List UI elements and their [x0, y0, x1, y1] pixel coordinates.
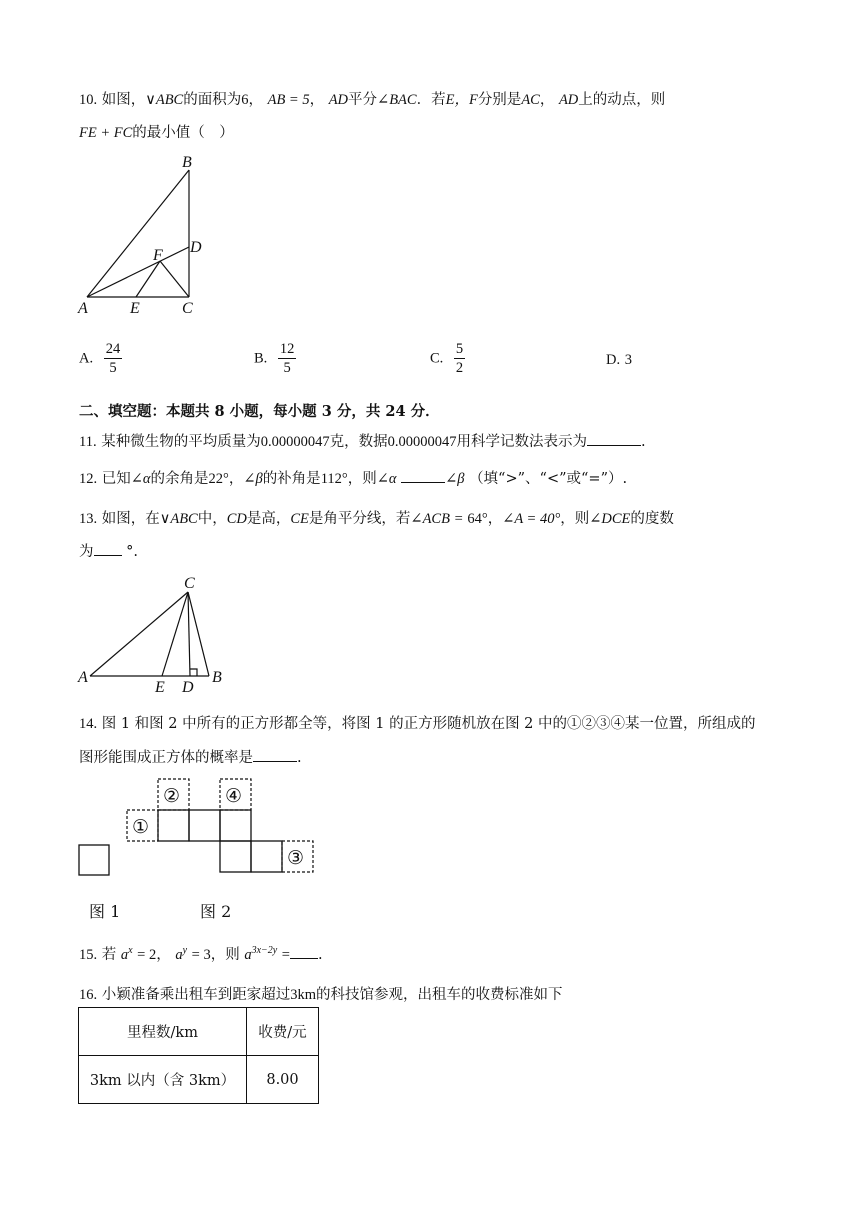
- right-angle-mark: [190, 669, 197, 676]
- q10-option-a: A. $\frac{24}{5}$: [79, 341, 121, 377]
- q10-figure: [74, 150, 214, 320]
- q10-line2: FE + FC的最小值（ ）: [79, 125, 234, 141]
- q12-answer-blank[interactable]: [401, 481, 445, 483]
- label-A: A: [78, 669, 88, 686]
- q13-answer-blank[interactable]: [94, 554, 122, 556]
- q13-line2: 为 °.: [79, 544, 138, 560]
- label-E: E: [130, 300, 140, 317]
- line-CD: [188, 592, 190, 676]
- label-C: C: [184, 575, 195, 592]
- q11-answer-blank[interactable]: [587, 444, 641, 446]
- net-square-2: [189, 810, 220, 841]
- line-CB: [188, 592, 209, 676]
- q13-line1: 13. 如图，在∨ABC中，CD是高，CE是角平分线，若∠ACB = 64°，∠A = 40°，则∠DCE的度数: [79, 511, 674, 527]
- label-D: D: [182, 679, 194, 696]
- q11: 11. 某种微生物的平均质量为0.00000047克，数据0.00000047用科学记数法表示为 .: [79, 434, 646, 450]
- label-E: E: [155, 679, 165, 696]
- q14-answer-blank[interactable]: [253, 760, 297, 762]
- q14-line2: 图形能围成正方体的概率是 .: [79, 750, 302, 766]
- line-AC: [90, 592, 188, 676]
- table-row: [79, 1008, 319, 1056]
- label-B: B: [182, 154, 192, 171]
- fare-table: [78, 1007, 319, 1104]
- table-header-fare: 收费/元: [247, 1008, 319, 1056]
- q10-option-d: D. 3: [606, 352, 632, 368]
- line-CE: [162, 592, 188, 676]
- q15-answer-blank[interactable]: [290, 957, 318, 959]
- label-D: D: [190, 239, 202, 256]
- q14-figures: [76, 776, 322, 878]
- q15: 15. 若 $a^x = 2$， $a^y = 3$，则 $a^{3x-2y}$ = .: [79, 945, 323, 963]
- q10-option-c: C. $\frac{5}{2}$: [430, 341, 464, 377]
- section-title: 二、填空题：本题共 8 小题，每小题 3 分，共 24 分．: [79, 403, 440, 420]
- table-cell-fare: 8.00: [247, 1056, 319, 1104]
- figure1-caption: 图 1: [89, 902, 121, 921]
- label-F: F: [153, 247, 163, 264]
- label-A: A: [78, 300, 88, 317]
- q14-line1: 14. 图 1 和图 2 中所有的正方形都全等，将图 1 的正方形随机放在图 2 中的①②③④某一位置，所组成的: [79, 716, 756, 732]
- net-square-1: [158, 810, 189, 841]
- position-1-label: ①: [132, 817, 150, 838]
- net-square-3: [220, 810, 251, 841]
- position-4-label: ④: [225, 786, 243, 807]
- q12: 12. 已知∠α的余角是22°，∠β的补角是112°，则∠α ∠β （填“>”、“<”或“=”）.: [79, 471, 628, 487]
- net-square-4: [220, 841, 251, 872]
- q13-figure: [74, 572, 234, 696]
- q16: 16. 小颖准备乘出租车到距家超过3km的科技馆参观，出租车的收费标准如下: [79, 987, 563, 1003]
- q10-line1: 10. 如图，∨ABC的面积为6， AB = 5， AD平分∠BAC．若E，F分别是AC， AD上的动点，则: [79, 92, 666, 108]
- position-2-label: ②: [163, 786, 181, 807]
- net-square-5: [251, 841, 282, 872]
- line-EF: [136, 261, 160, 297]
- q10-option-b: B. $\frac{12}{5}$: [254, 341, 295, 377]
- label-C: C: [182, 300, 193, 317]
- table-header-distance: 里程数/km: [79, 1008, 247, 1056]
- position-3-label: ③: [287, 848, 305, 869]
- figure2-caption: 图 2: [200, 902, 232, 921]
- line-AD: [87, 247, 189, 297]
- table-row: [79, 1056, 319, 1104]
- label-B: B: [212, 669, 222, 686]
- line-FC: [160, 261, 189, 297]
- figure1-square: [79, 845, 109, 875]
- table-cell-distance: 3km 以内（含 3km）: [79, 1056, 247, 1104]
